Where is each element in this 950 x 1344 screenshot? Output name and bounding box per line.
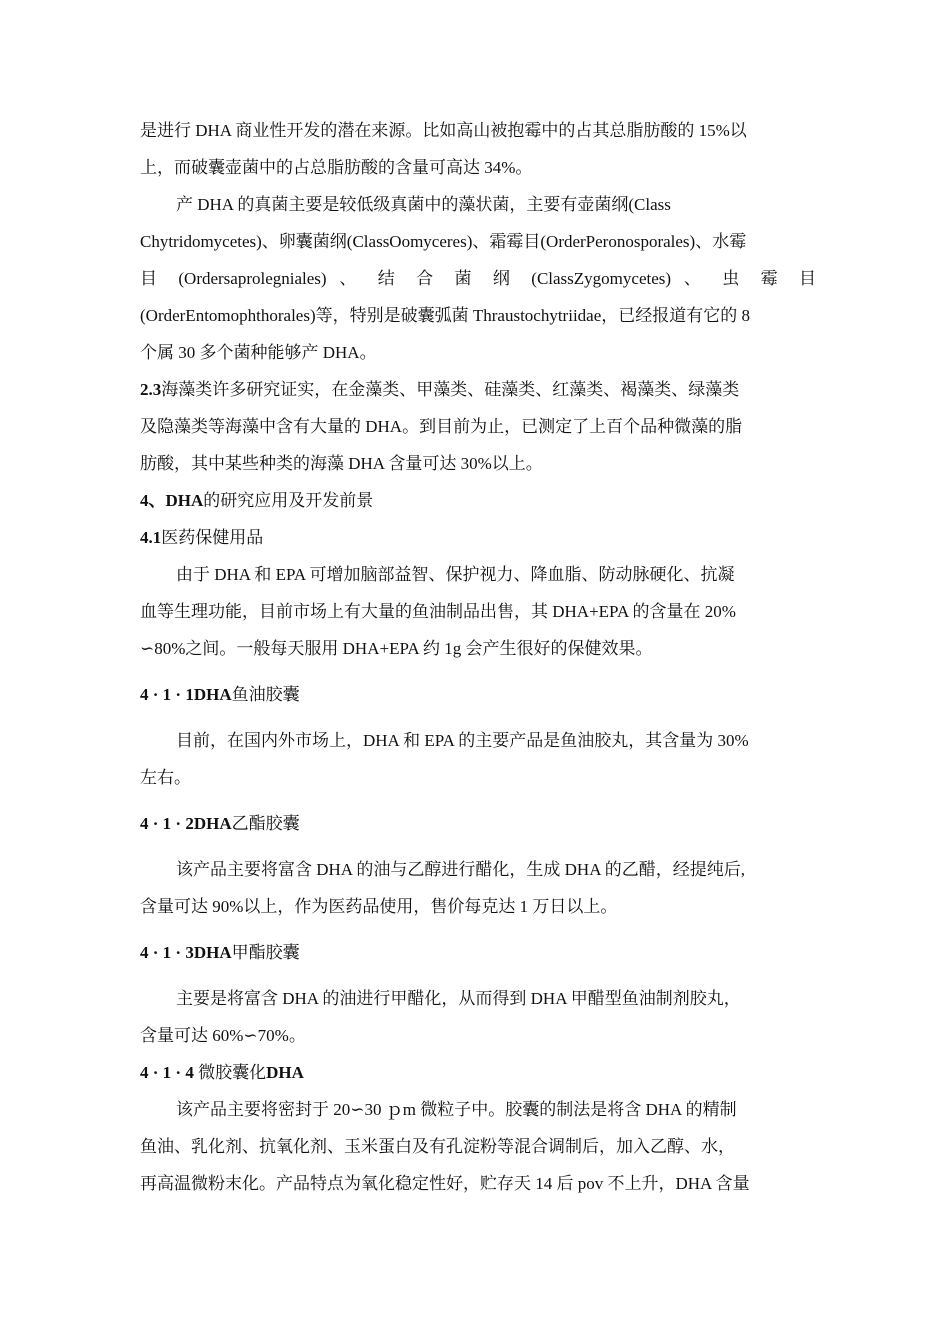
section-4-1-2-heading [140, 805, 816, 842]
paragraph [140, 851, 816, 925]
section-number: 2.3 [140, 380, 162, 399]
section-number: 4 · 1 · 3DHA [140, 943, 232, 962]
text-line: 左右。 [140, 768, 191, 787]
text-line: 血等生理功能，目前市场上有大量的鱼油制品出售，其 DHA+EPA 的含量在 20% [140, 602, 736, 621]
document-page [140, 112, 816, 1202]
text-line: 及隐藻类等海藻中含有大量的 DHA。到目前为止，已测定了上百个品种微藻的脂 [140, 417, 743, 436]
paragraph [140, 186, 816, 371]
paragraph [140, 980, 816, 1054]
section-number: 4 · 1 · 4 [140, 1063, 194, 1082]
section-title: 医药保健用品 [161, 528, 264, 547]
section-number: 4 · 1 · 1DHA [140, 685, 232, 704]
text-line: ∽80%之间。一般每天服用 DHA+EPA 约 1g 会产生很好的保健效果。 [140, 639, 653, 658]
text-line: 含量可达 90%以上，作为医药品使用，售价每克达 1 万日以上。 [140, 897, 618, 916]
text-line: 鱼油、乳化剂、抗氧化剂、玉米蛋白及有孔淀粉等混合调制后，加入乙醇、水， [140, 1137, 735, 1156]
paragraph [140, 112, 816, 186]
section-suffix: DHA [266, 1063, 304, 1082]
section-number: 4.1 [140, 528, 162, 547]
text-line: (OrderEntomophthorales)等，特别是破囊弧菌 Thraustochytriidae，已经报道有它的 8 [140, 306, 751, 325]
text-line: 目前，在国内外市场上，DHA 和 EPA 的主要产品是鱼油胶丸，其含量为 30% [176, 731, 749, 750]
text-line [140, 371, 816, 408]
text-line: 目 (Ordersaprolegniales) 、 结 合 菌 纲 (ClassZygomycetes) 、 虫 霉 目 [140, 269, 816, 288]
section-number: 4、DHA [140, 491, 204, 510]
section-title: 的研究应用及开发前景 [203, 491, 374, 510]
text-line: Chytridomycetes)、卵囊菌纲(ClassOomyceres)、霜霉目(OrderPeronosporales)、水霉 [140, 232, 747, 251]
section-4-1-3-heading [140, 934, 816, 971]
section-title: 鱼油胶囊 [231, 685, 300, 704]
text-line: 主要是将富含 DHA 的油进行甲醋化，从而得到 DHA 甲醋型鱼油制剂胶丸， [176, 989, 741, 1008]
text-line: 产 DHA 的真菌主要是较低级真菌中的藻状菌，主要有壶菌纲(Class [176, 195, 671, 214]
section-2-3 [140, 371, 816, 482]
paragraph [140, 556, 816, 667]
text-line: 含量可达 60%∽70%。 [140, 1026, 306, 1045]
section-title: 微胶囊化 [198, 1063, 267, 1082]
paragraph [140, 722, 816, 796]
text-line: 该产品主要将富含 DHA 的油与乙醇进行醋化，生成 DHA 的乙醋，经提纯后, [176, 860, 746, 879]
section-number: 4 · 1 · 2DHA [140, 814, 232, 833]
section-title: 乙酯胶囊 [231, 814, 300, 833]
section-4-heading [140, 482, 816, 519]
section-4-1-4-heading [140, 1054, 816, 1091]
text-line: 该产品主要将密封于 20∽30 ｐm 微粒子中。胶囊的制法是将含 DHA 的精制 [176, 1100, 737, 1119]
text-line: 由于 DHA 和 EPA 可增加脑部益智、保护视力、降血脂、防动脉硬化、抗凝 [176, 565, 735, 584]
section-4-1-heading [140, 519, 816, 556]
text-line: 是进行 DHA 商业性开发的潜在来源。比如高山被抱霉中的占其总脂肪酸的 15%以 [140, 121, 747, 140]
text-line: 肪酸，其中某些种类的海藻 DHA 含量可达 30%以上。 [140, 454, 543, 473]
text-line: 上，而破囊壶菌中的占总脂肪酸的含量可高达 34%。 [140, 158, 533, 177]
section-title: 甲酯胶囊 [231, 943, 300, 962]
text-line: 个属 30 多个菌种能够产 DHA。 [140, 343, 377, 362]
text-line: 再高温微粉末化。产品特点为氧化稳定性好，贮存天 14 后 pov 不上升，DHA 含量 [140, 1174, 750, 1193]
section-4-1-1-heading [140, 676, 816, 713]
section-text: 海藻类许多研究证实，在金藻类、甲藻类、硅藻类、红藻类、褐藻类、绿藻类 [161, 380, 740, 399]
paragraph [140, 1091, 816, 1202]
